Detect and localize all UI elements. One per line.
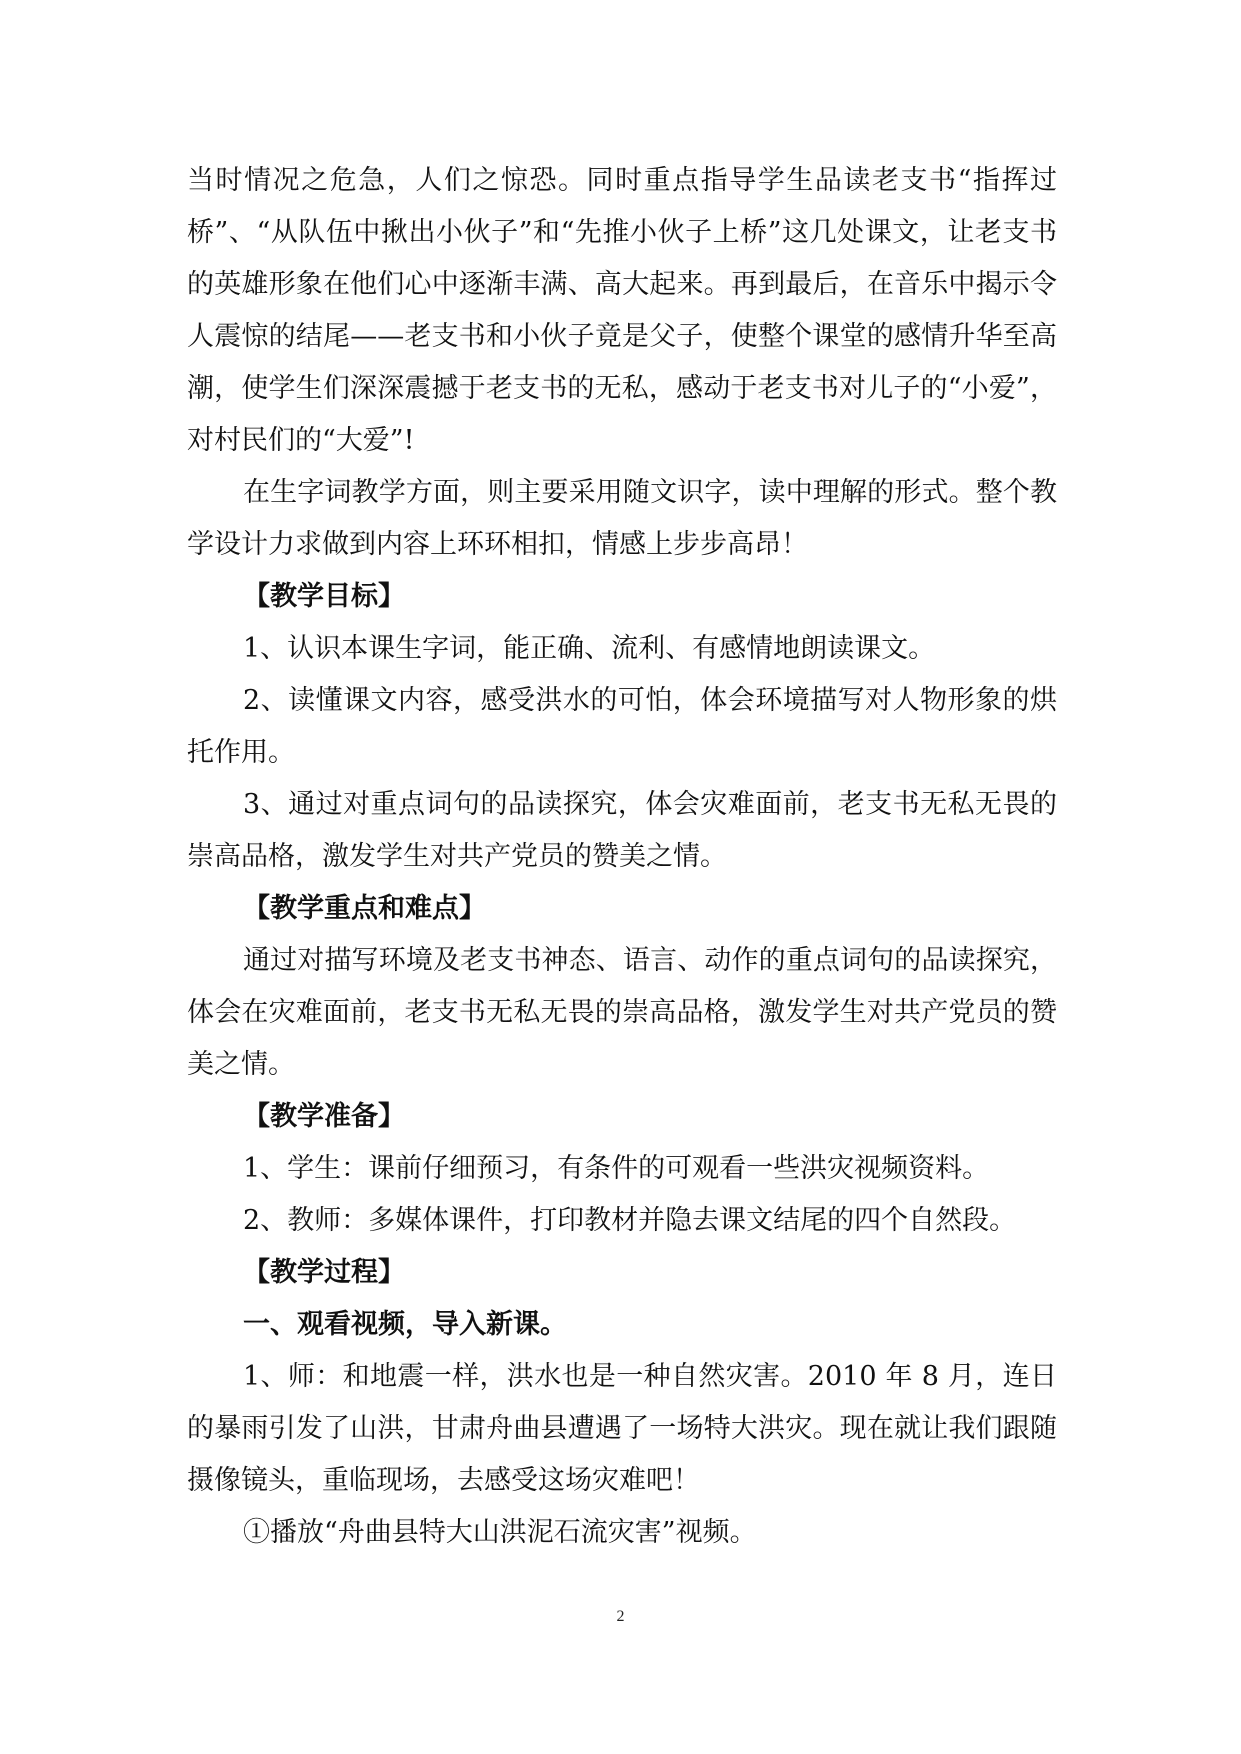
step-heading-1: 一、观看视频，导入新课。 — [243, 1309, 567, 1340]
prep-item-2: 2、教师：多媒体课件，打印教材并隐去课文结尾的四个自然段。 — [243, 1205, 1017, 1236]
goal-item-1: 1、认识本课生字词，能正确、流利、有感情地朗读课文。 — [243, 633, 936, 664]
goal-item-3: 3、通过对重点词句的品读探究，体会灾难面前，老支书无私无畏的崇高品格，激发学生对共产党员的赞美之情。 — [187, 789, 1057, 872]
heading-preparation: 【教学准备】 — [243, 1101, 405, 1132]
page-number: 2 — [616, 1608, 625, 1625]
heading-process: 【教学过程】 — [243, 1257, 405, 1288]
paragraph-vocabulary: 在生字词教学方面，则主要采用随文识字，读中理解的形式。整个教学设计力求做到内容上环环相扣，情感上步步高昂！ — [187, 477, 1057, 560]
step-item-1: 1、师：和地震一样，洪水也是一种自然灾害。2010 年 8 月，连日的暴雨引发了山洪，甘肃舟曲县遭遇了一场特大洪灾。现在就让我们跟随摄像镜头，重临现场，去感受这场灾难吧！ — [187, 1361, 1057, 1496]
goal-item-2: 2、读懂课文内容，感受洪水的可怕，体会环境描写对人物形象的烘托作用。 — [187, 685, 1057, 768]
step-item-1-a: ①播放“舟曲县特大山洪泥石流灾害”视频。 — [243, 1517, 757, 1548]
heading-key-points: 【教学重点和难点】 — [243, 893, 486, 924]
heading-teaching-goals: 【教学目标】 — [243, 581, 405, 612]
prep-item-1: 1、学生：课前仔细预习，有条件的可观看一些洪灾视频资料。 — [243, 1153, 990, 1184]
key-points-text: 通过对描写环境及老支书神态、语言、动作的重点词句的品读探究，体会在灾难面前，老支书无私无畏的崇高品格，激发学生对共产党员的赞美之情。 — [187, 945, 1057, 1080]
document-body — [187, 155, 1057, 1559]
paragraph-intro: 当时情况之危急，人们之惊恐。同时重点指导学生品读老支书“指挥过桥”、“从队伍中揪出小伙子”和“先推小伙子上桥”这几处课文，让老支书的英雄形象在他们心中逐渐丰满、高大起来。再到最后，在音乐中揭示令人震惊的结尾——老支书和小伙子竟是父子，使整个课堂的感情升华至高潮，使学生们深深震撼于老支书的无私，感动于老支书对儿子的“小爱”，对村民们的“大爱”! — [187, 165, 1057, 456]
